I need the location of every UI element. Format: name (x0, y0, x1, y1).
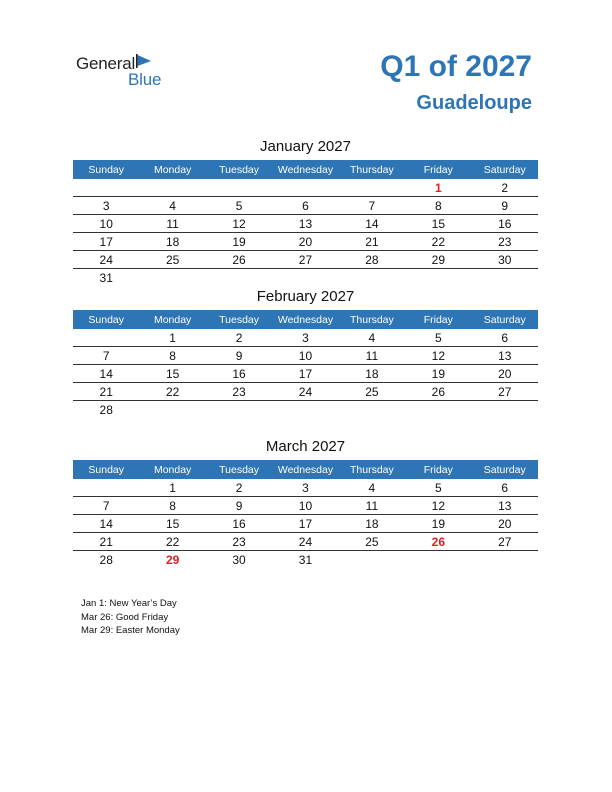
holiday-note: Mar 29: Easter Monday (81, 625, 180, 636)
day-cell: 16 (472, 215, 538, 233)
weekday-header: Thursday (339, 160, 405, 179)
weekday-header: Tuesday (206, 460, 272, 479)
day-cell: 4 (339, 329, 405, 347)
day-cell: 1 (139, 479, 205, 497)
empty-day-cell (339, 179, 405, 197)
day-cell: 12 (405, 497, 471, 515)
day-cell: 23 (206, 383, 272, 401)
day-cell: 1 (405, 179, 471, 197)
empty-day-cell (339, 401, 405, 419)
weekday-header: Thursday (339, 310, 405, 329)
empty-day-cell (206, 401, 272, 419)
week-row (73, 251, 538, 269)
month-calendar (73, 460, 538, 568)
logo-word-general: General (76, 54, 136, 73)
day-cell: 7 (339, 197, 405, 215)
day-cell: 4 (139, 197, 205, 215)
page-title: Q1 of 2027 (380, 50, 532, 83)
day-cell: 8 (405, 197, 471, 215)
weekday-header: Sunday (73, 160, 139, 179)
day-cell: 20 (472, 515, 538, 533)
day-cell: 15 (139, 515, 205, 533)
day-cell: 22 (139, 533, 205, 551)
day-cell: 18 (339, 365, 405, 383)
day-cell: 8 (139, 497, 205, 515)
weekday-header-row (73, 160, 538, 179)
weekday-header-row (73, 310, 538, 329)
week-row (73, 179, 538, 197)
month-calendar (73, 160, 538, 286)
day-cell: 3 (272, 329, 338, 347)
weekday-header: Friday (405, 310, 471, 329)
day-cell: 11 (339, 347, 405, 365)
weekday-header: Saturday (472, 460, 538, 479)
page-subtitle: Guadeloupe (416, 92, 532, 114)
day-cell: 30 (472, 251, 538, 269)
day-cell: 29 (405, 251, 471, 269)
week-row (73, 329, 538, 347)
day-cell: 25 (339, 533, 405, 551)
weekday-header: Tuesday (206, 160, 272, 179)
day-cell: 6 (472, 479, 538, 497)
day-cell: 17 (272, 515, 338, 533)
day-cell: 5 (405, 329, 471, 347)
day-cell: 10 (272, 497, 338, 515)
week-row (73, 233, 538, 251)
empty-day-cell (206, 179, 272, 197)
day-cell: 24 (272, 383, 338, 401)
week-row (73, 197, 538, 215)
weekday-header: Saturday (472, 160, 538, 179)
weekday-header: Friday (405, 160, 471, 179)
day-cell: 4 (339, 479, 405, 497)
day-cell: 8 (139, 347, 205, 365)
day-cell: 12 (405, 347, 471, 365)
day-cell: 31 (99, 270, 113, 285)
month-title: February 2027 (256, 288, 355, 305)
day-cell: 7 (73, 497, 139, 515)
day-cell: 21 (73, 533, 139, 551)
day-cell: 18 (139, 233, 205, 251)
generalblue-logo (76, 52, 176, 88)
day-cell: 19 (206, 233, 272, 251)
week-row (73, 551, 538, 569)
empty-day-cell (405, 269, 471, 287)
holiday-note: Mar 26: Good Friday (81, 611, 169, 623)
day-cell: 27 (472, 383, 538, 401)
day-cell: 13 (272, 215, 338, 233)
day-cell: 14 (73, 365, 139, 383)
day-cell: 2 (472, 179, 538, 197)
empty-day-cell (405, 401, 471, 419)
day-cell: 9 (206, 497, 272, 515)
day-cell: 29 (165, 552, 180, 567)
weekday-header: Wednesday (272, 310, 338, 329)
empty-day-cell (272, 401, 338, 419)
flag-icon (136, 54, 152, 68)
day-cell: 27 (272, 251, 338, 269)
day-cell: 17 (272, 365, 338, 383)
empty-day-cell (472, 551, 538, 569)
day-cell: 11 (339, 497, 405, 515)
week-row (73, 497, 538, 515)
day-cell: 16 (206, 515, 272, 533)
weekday-header: Monday (139, 460, 205, 479)
empty-day-cell (206, 269, 272, 287)
day-cell: 1 (139, 329, 205, 347)
week-row (73, 383, 538, 401)
weekday-header: Tuesday (206, 310, 272, 329)
month-title: January 2027 (260, 138, 351, 155)
day-cell: 22 (139, 383, 205, 401)
day-cell: 21 (339, 233, 405, 251)
empty-day-cell (339, 269, 405, 287)
weekday-header: Saturday (472, 310, 538, 329)
empty-day-cell (472, 401, 538, 419)
day-cell: 2 (206, 329, 272, 347)
day-cell: 24 (272, 533, 338, 551)
month-title: March 2027 (265, 438, 346, 455)
day-cell: 6 (472, 329, 538, 347)
weekday-header: Wednesday (272, 460, 338, 479)
week-row (73, 479, 538, 497)
day-cell: 12 (206, 215, 272, 233)
day-cell: 5 (405, 479, 471, 497)
weekday-header: Monday (139, 160, 205, 179)
day-cell: 13 (472, 497, 538, 515)
day-cell: 19 (405, 365, 471, 383)
week-row (73, 269, 538, 287)
day-cell: 20 (472, 365, 538, 383)
day-cell: 10 (272, 347, 338, 365)
week-row (73, 515, 538, 533)
day-cell: 19 (405, 515, 471, 533)
day-cell: 17 (73, 233, 139, 251)
week-row (73, 533, 538, 551)
weekday-header: Sunday (73, 310, 139, 329)
day-cell: 9 (472, 197, 538, 215)
holiday-notes (81, 598, 180, 639)
day-cell: 3 (73, 197, 139, 215)
day-cell: 6 (272, 197, 338, 215)
weekday-header-row (73, 460, 538, 479)
weekday-header: Thursday (339, 460, 405, 479)
logo-word-blue: Blue (128, 70, 162, 89)
day-cell: 15 (139, 365, 205, 383)
day-cell: 28 (99, 402, 113, 417)
weekday-header: Wednesday (272, 160, 338, 179)
day-cell: 7 (73, 347, 139, 365)
day-cell: 30 (232, 552, 246, 567)
day-cell: 10 (73, 215, 139, 233)
day-cell: 24 (73, 251, 139, 269)
day-cell: 20 (272, 233, 338, 251)
empty-day-cell (472, 269, 538, 287)
empty-day-cell (272, 179, 338, 197)
day-cell: 31 (298, 552, 313, 567)
empty-day-cell (139, 401, 205, 419)
empty-day-cell (139, 179, 205, 197)
day-cell: 3 (272, 479, 338, 497)
week-row (73, 401, 538, 419)
day-cell: 15 (405, 215, 471, 233)
week-row (73, 347, 538, 365)
day-cell: 14 (73, 515, 139, 533)
day-cell: 25 (339, 383, 405, 401)
weekday-header: Sunday (73, 460, 139, 479)
day-cell: 23 (206, 533, 272, 551)
day-cell: 28 (339, 251, 405, 269)
day-cell: 18 (339, 515, 405, 533)
day-cell: 2 (206, 479, 272, 497)
weekday-header: Friday (405, 460, 471, 479)
day-cell: 25 (139, 251, 205, 269)
day-cell: 9 (206, 347, 272, 365)
day-cell: 11 (139, 215, 205, 233)
day-cell: 26 (206, 251, 272, 269)
day-cell: 26 (405, 383, 471, 401)
weekday-header: Monday (139, 310, 205, 329)
holiday-note: Jan 1: New Year’s Day (81, 598, 177, 609)
day-cell: 26 (405, 533, 471, 551)
empty-day-cell (272, 269, 338, 287)
day-cell: 22 (405, 233, 471, 251)
day-cell: 28 (99, 552, 113, 567)
empty-day-cell (139, 269, 205, 287)
week-row (73, 215, 538, 233)
empty-day-cell (339, 551, 405, 569)
day-cell: 13 (472, 347, 538, 365)
day-cell: 23 (472, 233, 538, 251)
day-cell: 5 (206, 197, 272, 215)
empty-day-cell (73, 329, 139, 347)
empty-day-cell (73, 179, 139, 197)
week-row (73, 365, 538, 383)
empty-day-cell (73, 479, 139, 497)
empty-day-cell (405, 551, 471, 569)
day-cell: 16 (206, 365, 272, 383)
day-cell: 21 (73, 383, 139, 401)
day-cell: 14 (339, 215, 405, 233)
month-calendar (73, 310, 538, 418)
day-cell: 27 (472, 533, 538, 551)
